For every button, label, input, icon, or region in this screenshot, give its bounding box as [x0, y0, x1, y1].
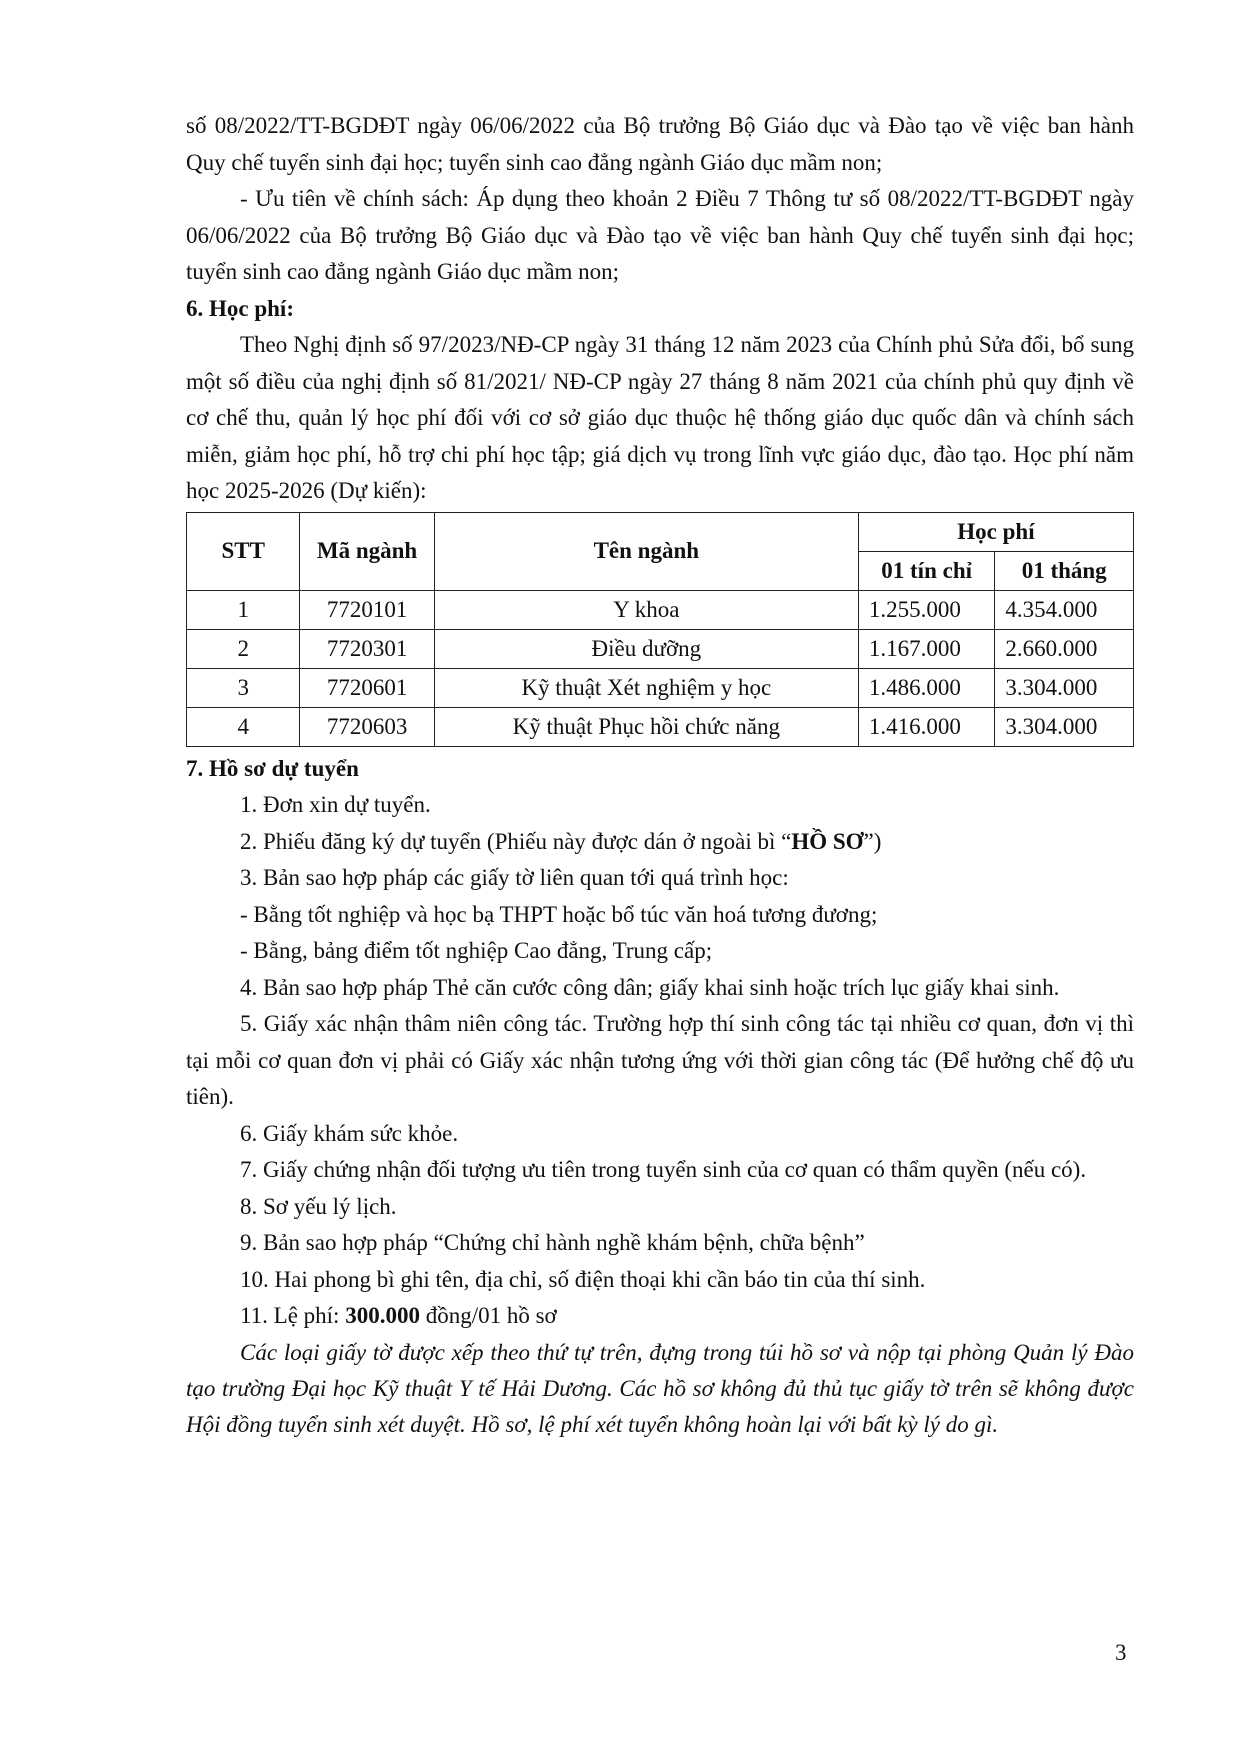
page-number: 3 [1115, 1640, 1127, 1665]
cell-name: Điều dưỡng [434, 629, 858, 668]
list-item: 4. Bản sao hợp pháp Thẻ căn cước công dân; giấy khai sinh hoặc trích lục giấy khai sinh. [240, 974, 1060, 1000]
paragraph-policy-priority: - Ưu tiên về chính sách: Áp dụng theo khoản 2 Điều 7 Thông tư số 08/2022/TT-BGDĐT ngày 06/06/2022 của Bộ trưởng Bộ Giáo dục và Đào tạo về việc ban hành Quy chế tuyển sinh đại học; tuyển sinh cao đẳng ngành Giáo dục mầm non; [186, 186, 1134, 284]
table-row [187, 707, 1134, 746]
table-header-row [187, 512, 1134, 551]
page-content [186, 108, 1134, 1443]
table-row [187, 590, 1134, 629]
cell-per-month: 2.660.000 [995, 629, 1134, 668]
list-item: 11. Lệ phí: 300.000 đồng/01 hồ sơ [240, 1303, 557, 1328]
cell-name: Y khoa [434, 590, 858, 629]
header-stt: STT [187, 512, 300, 590]
submission-note: Các loại giấy tờ được xếp theo thứ tự trên, đựng trong túi hồ sơ và nộp tại phòng Quản lý Đào tạo trường Đại học Kỹ thuật Y tế Hải Dương. Các hồ sơ không đủ thủ tục giấy tờ trên sẽ không được Hội đồng tuyển sinh xét duyệt. Hồ sơ, lệ phí xét tuyển không hoàn lại với bất kỳ lý do gì. [186, 1339, 1134, 1437]
cell-per-credit: 1.486.000 [858, 668, 994, 707]
cell-code: 7720603 [300, 707, 434, 746]
list-item: 8. Sơ yếu lý lịch. [240, 1193, 397, 1219]
list-item: - Bằng tốt nghiệp và học bạ THPT hoặc bổ túc văn hoá tương đương; [240, 901, 878, 927]
cell-stt: 3 [187, 668, 300, 707]
bold-text: HỒ SƠ [791, 828, 864, 854]
section-6-heading: 6. Học phí: [186, 295, 294, 321]
cell-per-credit: 1.167.000 [858, 629, 994, 668]
cell-per-month: 3.304.000 [995, 707, 1134, 746]
cell-stt: 4 [187, 707, 300, 746]
fee-amount: 300.000 [345, 1303, 420, 1328]
cell-stt: 1 [187, 590, 300, 629]
tuition-fee-table [186, 512, 1134, 747]
section-6-text: Theo Nghị định số 97/2023/NĐ-CP ngày 31 tháng 12 năm 2023 của Chính phủ Sửa đổi, bổ sung một số điều của nghị định số 81/2021/ NĐ-CP ngày 27 tháng 8 năm 2021 của chính phủ quy định về cơ chế thu, quản lý học phí đối với cơ sở giáo dục thuộc hệ thống giáo dục quốc dân và chính sách miễn, giảm học phí, hỗ trợ chi phí học tập; giá dịch vụ trong lĩnh vực giáo dục, đào tạo. Học phí năm học 2025-2026 (Dự kiến): [186, 332, 1134, 503]
cell-stt: 2 [187, 629, 300, 668]
table-row [187, 668, 1134, 707]
paragraph-continuation: số 08/2022/TT-BGDĐT ngày 06/06/2022 của Bộ trưởng Bộ Giáo dục và Đào tạo về việc ban hành Quy chế tuyển sinh đại học; tuyển sinh cao đẳng ngành Giáo dục mầm non; [186, 113, 1134, 175]
cell-per-month: 4.354.000 [995, 590, 1134, 629]
list-item: 7. Giấy chứng nhận đối tượng ưu tiên trong tuyển sinh của cơ quan có thẩm quyền (nếu có). [240, 1157, 1087, 1182]
cell-code: 7720101 [300, 590, 434, 629]
section-7-heading: 7. Hồ sơ dự tuyển [186, 755, 359, 781]
table-row [187, 629, 1134, 668]
cell-per-month: 3.304.000 [995, 668, 1134, 707]
list-item: 9. Bản sao hợp pháp “Chứng chỉ hành nghề khám bệnh, chữa bệnh” [240, 1230, 865, 1255]
cell-name: Kỹ thuật Xét nghiệm y học [434, 668, 858, 707]
list-item: - Bằng, bảng điểm tốt nghiệp Cao đẳng, Trung cấp; [240, 938, 713, 963]
cell-per-credit: 1.416.000 [858, 707, 994, 746]
list-item: 3. Bản sao hợp pháp các giấy tờ liên quan tới quá trình học: [240, 865, 789, 890]
cell-code: 7720301 [300, 629, 434, 668]
list-item: 1. Đơn xin dự tuyển. [240, 792, 431, 817]
header-per-month: 01 tháng [995, 551, 1134, 590]
list-item: 10. Hai phong bì ghi tên, địa chỉ, số điện thoại khi cần báo tin của thí sinh. [240, 1266, 926, 1292]
cell-per-credit: 1.255.000 [858, 590, 994, 629]
list-item: 5. Giấy xác nhận thâm niên công tác. Trường hợp thí sinh công tác tại nhiều cơ quan, đơn vị thì tại mỗi cơ quan đơn vị phải có Giấy xác nhận tương ứng với thời gian công tác (Để hưởng chế độ ưu tiên). [186, 1011, 1134, 1109]
header-name: Tên ngành [434, 512, 858, 590]
header-code: Mã ngành [300, 512, 434, 590]
header-fee: Học phí [858, 512, 1133, 551]
header-per-credit: 01 tín chỉ [858, 551, 994, 590]
cell-code: 7720601 [300, 668, 434, 707]
list-item: 2. Phiếu đăng ký dự tuyển (Phiếu này được dán ở ngoài bì “HỒ SƠ”) [240, 828, 882, 854]
cell-name: Kỹ thuật Phục hồi chức năng [434, 707, 858, 746]
list-item: 6. Giấy khám sức khỏe. [240, 1120, 459, 1146]
